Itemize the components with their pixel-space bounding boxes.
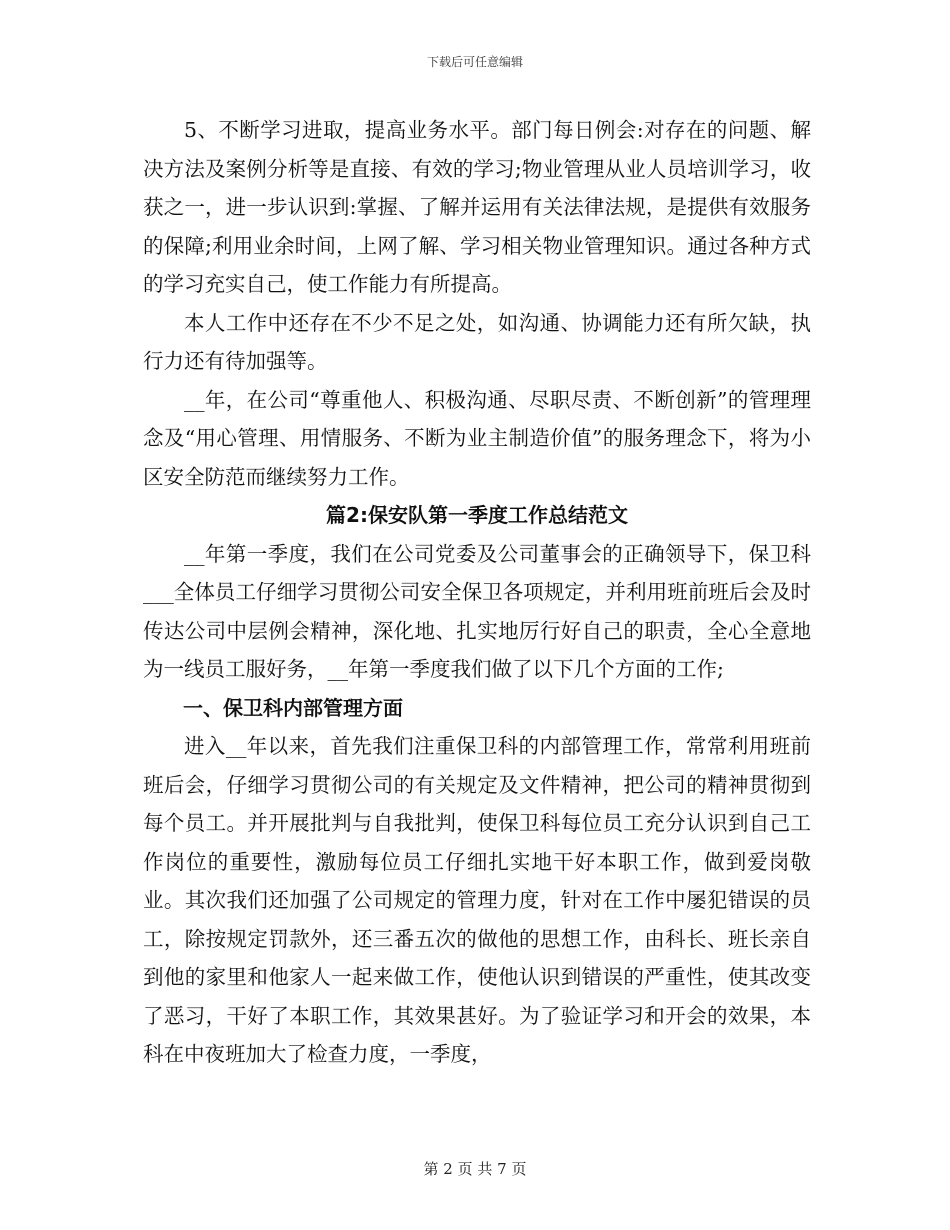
paragraph-intro: __年第一季度，我们在公司党委及公司董事会的正确领导下，保卫科___全体员工仔细学习贯彻公司安全保卫各项规定，并利用班前班后会及时传达公司中层例会精神，深化地、扎实地厉行好自己的职责，全心全意地为一线员工服好务，__年第一季度我们做了以下几个方面的工作; [143, 541, 811, 681]
paragraph-plan: __年，在公司“尊重他人、积极沟通、尽职尽责、不断创新”的管理理念及“用心管理、用情服务、不断为业主制造价值”的服务理念下，将为小区安全防范而继续努力工作。 [143, 387, 811, 489]
section-title: 篇2:保安队第一季度工作总结范文 [326, 503, 628, 527]
section-subheading: 一、保卫科内部管理方面 [183, 695, 403, 720]
page-header: 下载后可任意编辑 [426, 55, 523, 69]
paragraph-study: 5、不断学习进取，提高业务水平。部门每日例会:对存在的问题、解决方法及案例分析等是直接、有效的学习;物业管理从业人员培训学习，收获之一，进一步认识到:掌握、了解并运用有关法律法规，是提供有效服务的保障;利用业余时间，上网了解、学习相关物业管理知识。通过各种方式的学习充实自己，使工作能力有所提高。 [143, 118, 811, 296]
page-number: 第 2 页 共 7 页 [423, 1160, 527, 1178]
document-body [143, 111, 811, 1074]
paragraph-shortcomings: 本人工作中还存在不少不足之处，如沟通、协调能力还有所欠缺，执行力还有待加强等。 [143, 310, 811, 373]
paragraph-internal-management: 进入__年以来，首先我们注重保卫科的内部管理工作，常常利用班前班后会，仔细学习贯彻公司的有关规定及文件精神，把公司的精神贯彻到每个员工。并开展批判与自我批判，使保卫科每位员工充分认识到自己工作岗位的重要性，激励每位员工仔细扎实地干好本职工作，做到爱岗敬业。其次我们还加强了公司规定的管理力度，针对在工作中屡犯错误的员工，除按规定罚款外，还三番五次的做他的思想工作，由科长、班长亲自到他的家里和他家人一起来做工作，使他认识到错误的严重性，使其改变了恶习，干好了本职工作，其效果甚好。为了验证学习和开会的效果，本科在中夜班加大了检查力度，一季度， [143, 734, 811, 1066]
